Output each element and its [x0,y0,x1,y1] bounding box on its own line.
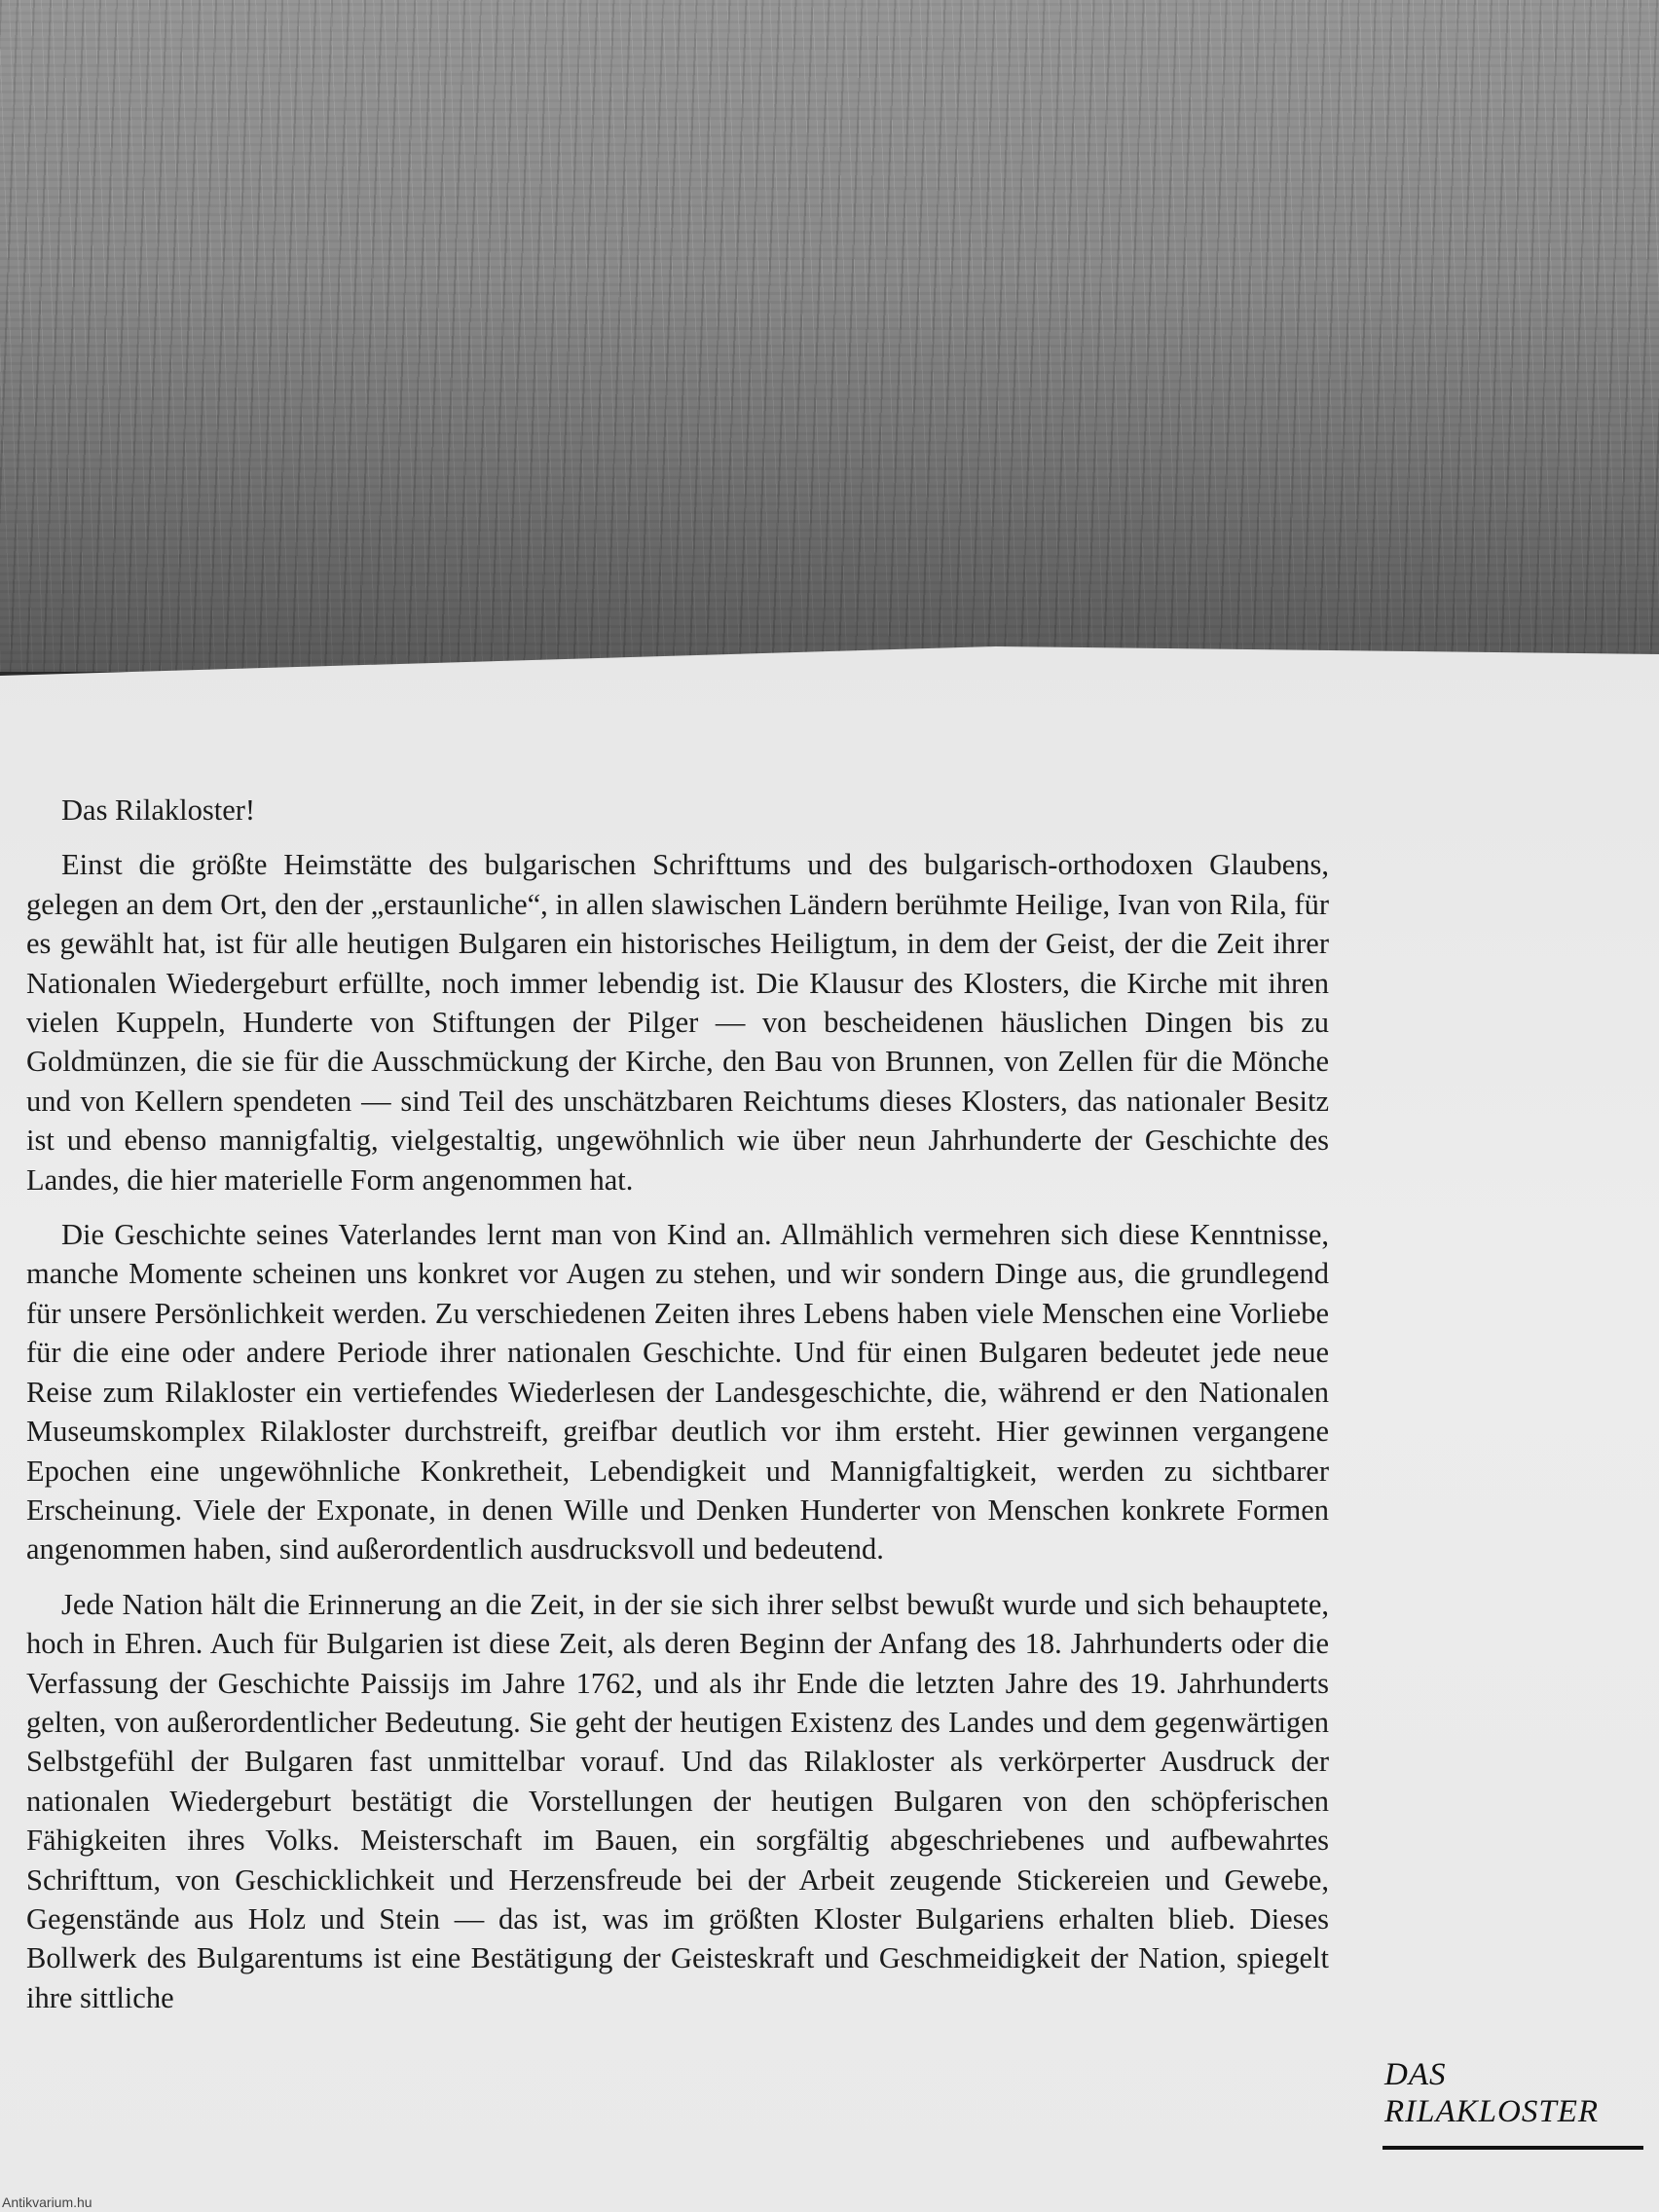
watermark: Antikvarium.hu [2,2194,92,2210]
chapter-side-title [1384,2056,1640,2130]
paragraph-2: Die Geschichte seines Vaterlandes lernt man von Kind an. Allmählich vermehren sich diese Kenntnisse, manche Momente scheinen uns konkret vor Augen zu stehen, und wir sondern Dinge aus, die grundlegend für unsere Persönlichkeit werden. Zu verschiedenen Zeiten ihres Lebens haben viele Menschen eine Vorliebe für die eine oder andere Periode ihrer nationalen Geschichte. Und für einen Bulgaren bedeutet jede neue Reise zum Rilakloster ein vertiefendes Wiederlesen der Landesgeschichte, die, während er den Nationalen Museumskomplex Rilakloster durchstreift, greifbar deutlich vor ihm ersteht. Hier gewinnen vergangene Epochen eine ungewöhnliche Konkretheit, Lebendigkeit und Mannigfaltigkeit, werden zu sichtbarer Erscheinung. Viele der Exponate, in denen Wille und Denken Hunderter von Menschen konkrete Formen angenommen haben, sind außerordentlich ausdrucksvoll und bedeutend. [26,1218,1329,1567]
paragraph-1: Einst die größte Heimstätte des bulgarischen Schrifttums und des bulgarisch-orthodoxen Glaubens, gelegen an dem Ort, den der „erstaunliche“, in allen slawischen Ländern berühmte Heilige, Ivan von Rila, für es gewählt hat, ist für alle heutigen Bulgaren ein historisches Heiligtum, in dem der Geist, der die Zeit ihrer Nationalen Wiedergeburt erfüllte, noch immer lebendig ist. Die Klausur des Klosters, die Kirche mit ihren vielen Kuppeln, Hunderte von Stiftungen der Pilger — von bescheidenen häuslichen Dingen bis zu Goldmünzen, die sie für die Ausschmückung der Kirche, den Bau von Brunnen, von Zellen für die Mönche und von Kellern spendeten — sind Teil des unschätzbaren Reichtums dieses Klosters, das nationaler Besitz ist und ebenso mannigfaltig, vielgestaltig, ungewöhnlich wie über neun Jahrhunderte der Geschichte des Landes, die hier materielle Form angenommen hat. [26,848,1329,1197]
side-title-line-2: RILAKLOSTER [1384,2094,1600,2129]
table-surface-background [0,0,1659,672]
paragraph-3: Jede Nation hält die Erinnerung an die Zeit, in der sie sich ihrer selbst bewußt wurde und sich behauptete, hoch in Ehren. Auch für Bulgarien ist diese Zeit, als deren Beginn der Anfang des 18. Jahrhunderts oder die Verfassung der Geschichte Paissijs im Jahre 1762, und als ihr Ende die letzten Jahre des 19. Jahrhunderts gelten, von außerordentlicher Bedeutung. Sie geht der heutigen Existenz des Landes und dem gegenwärtigen Selbstgefühl der Bulgaren fast unmittelbar vorauf. Und das Rilakloster als verkörperter Ausdruck der nationalen Wiedergeburt bestätigt die Vorstellungen der heutigen Bulgaren von den schöpferischen Fähigkeiten ihres Volks. Meisterschaft im Bauen, ein sorgfältig abgeschriebenes und aufbewahrtes Schrifttum, von Geschicklichkeit und Herzensfreude bei der Arbeit zeugende Stickereien und Gewebe, Gegenstände aus Holz und Stein — das ist, was im größten Kloster Bulgariens erhalten blieb. Dieses Bollwerk des Bulgarentums ist eine Bestätigung der Geisteskraft und Geschmeidigkeit der Nation, spiegelt ihre sittliche [26,1587,1329,2014]
side-title-underline [1382,2146,1643,2150]
intro-line: Das Rilakloster! [61,793,256,827]
body-text [26,791,1329,2017]
side-title-line-1: DAS [1384,2057,1447,2092]
